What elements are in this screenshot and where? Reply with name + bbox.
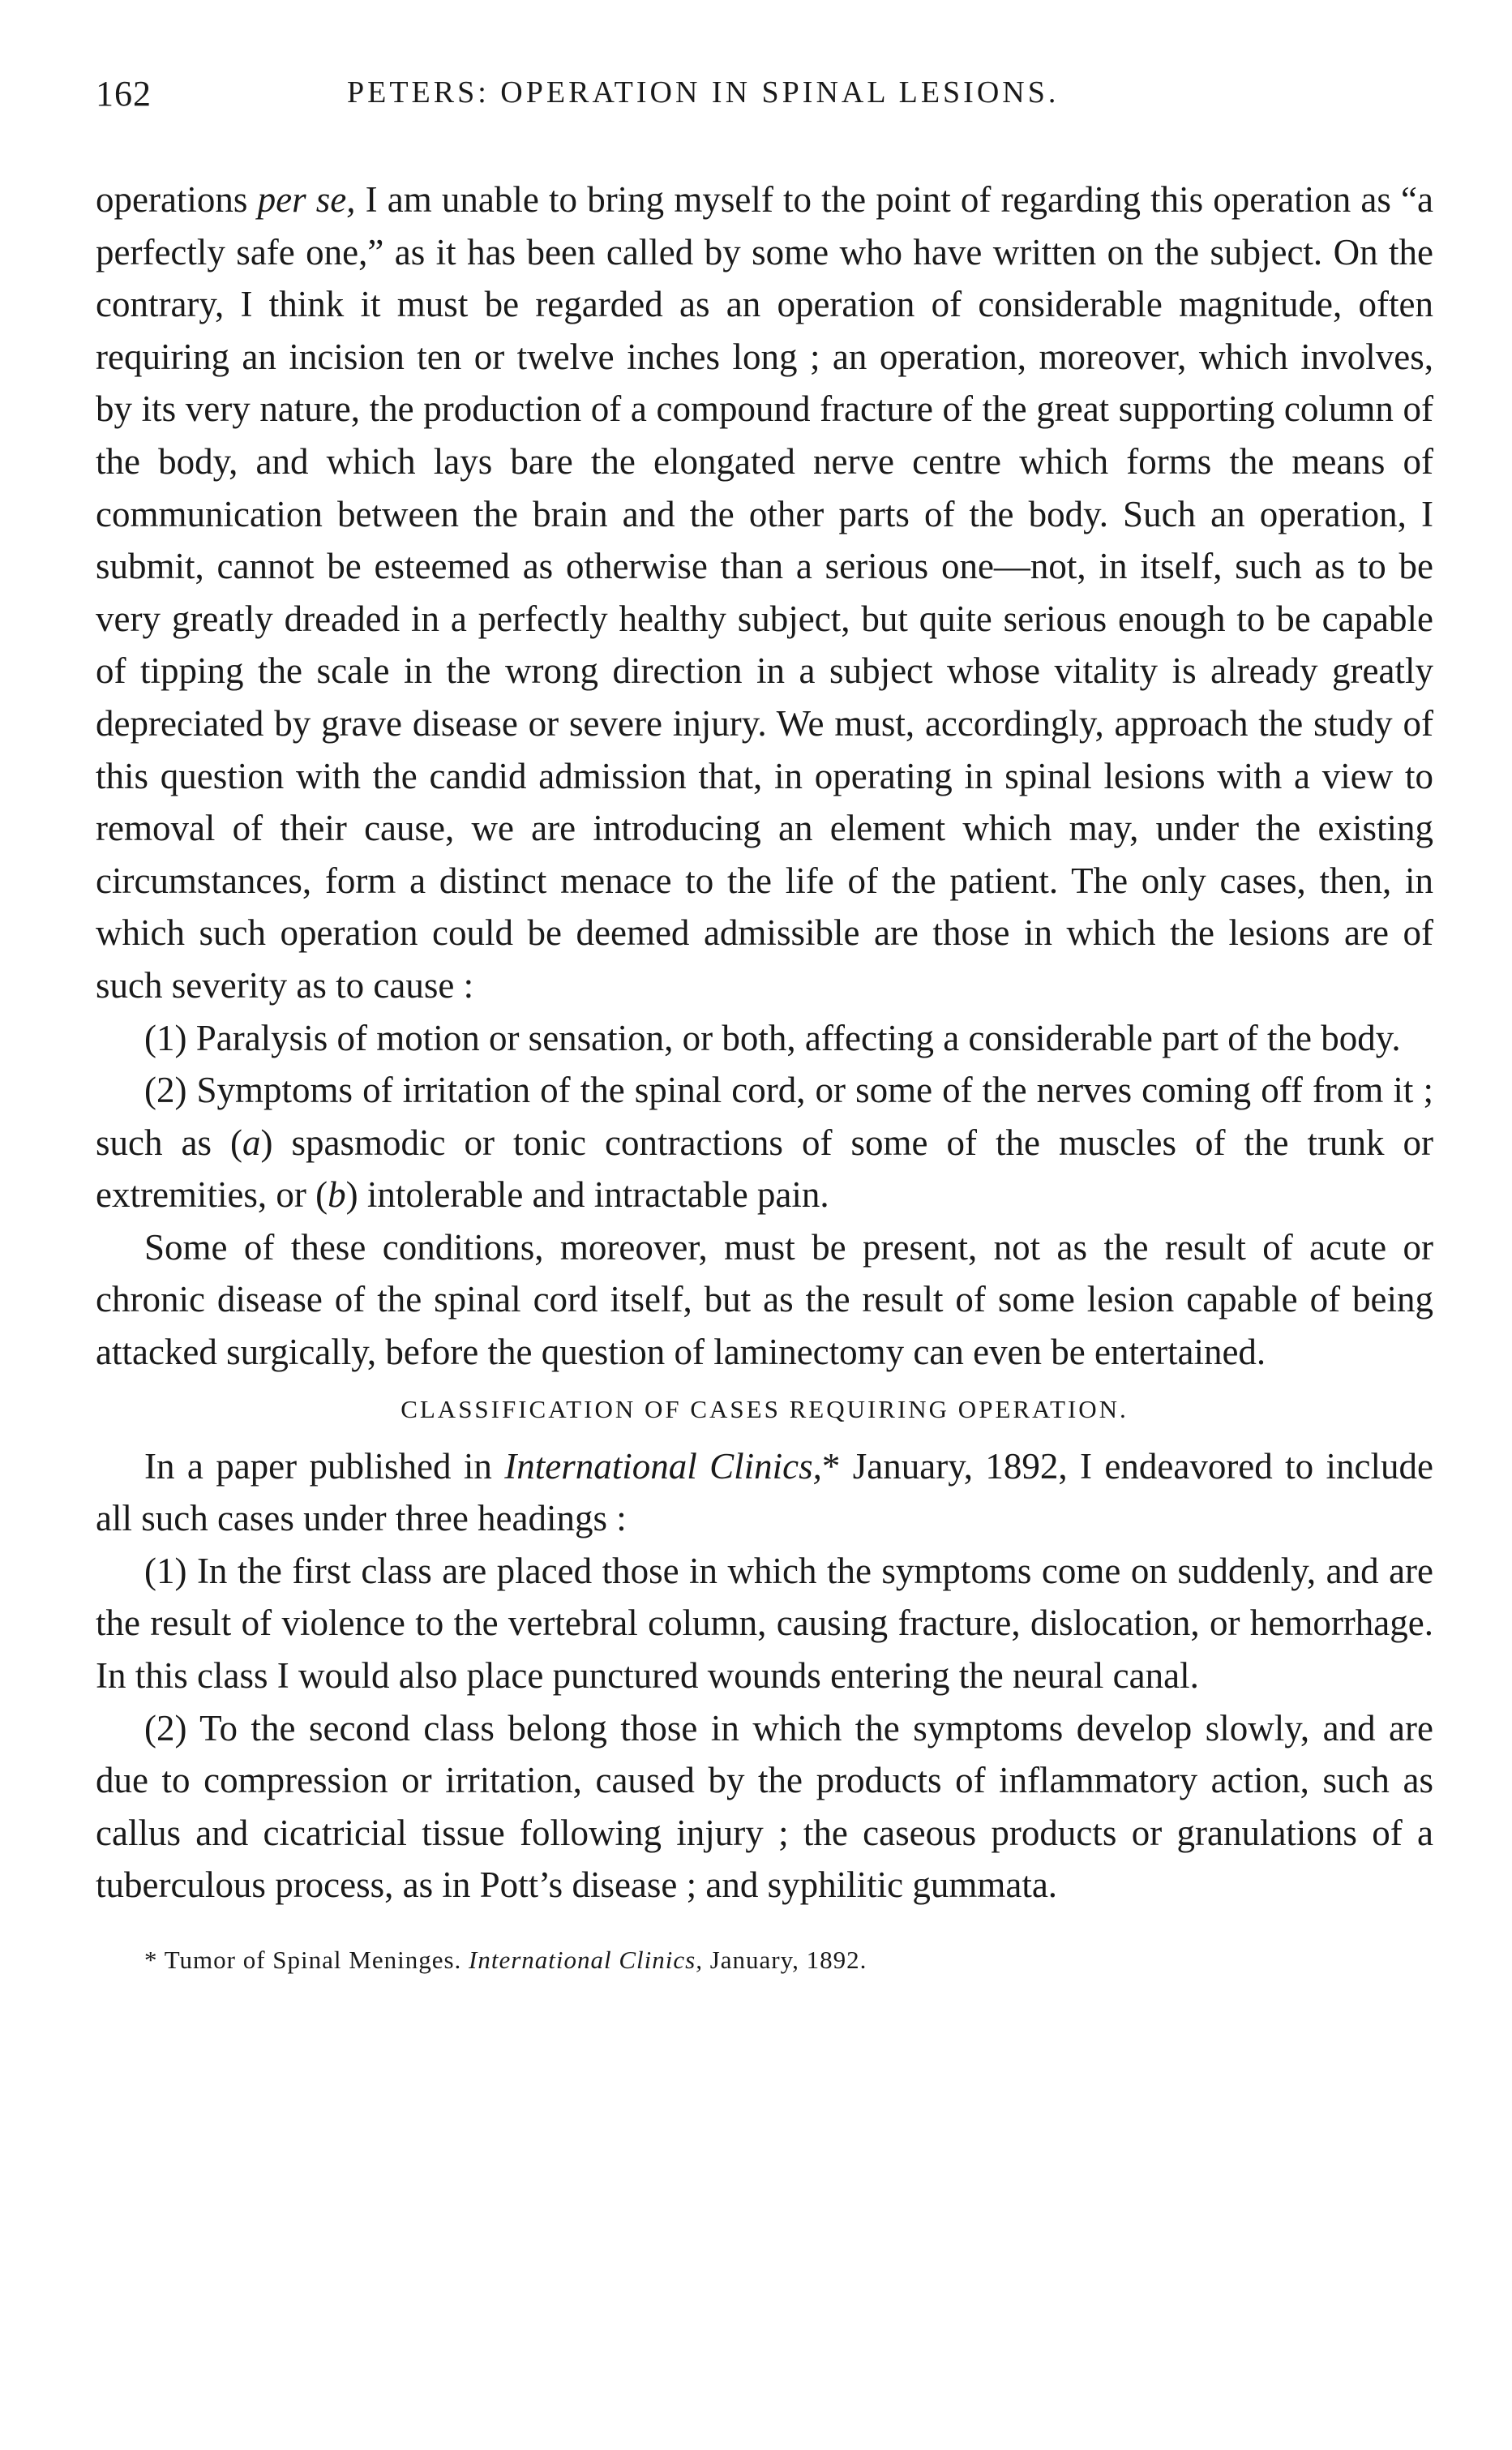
running-head <box>96 73 1433 125</box>
paragraph-classification <box>96 1440 1433 1545</box>
section-heading: CLASSIFICATION OF CASES REQUIRING OPERATION. <box>400 1394 1129 1423</box>
text-span: In a paper published in <box>144 1445 505 1487</box>
text-span: ) intolerable and intractable pain. <box>345 1174 829 1216</box>
page-number: 162 <box>96 74 152 114</box>
paragraph-conditions: Some of these conditions, moreover, must be present, not as the result of acute or chronic disease of the spinal cord itself, but as the result of some lesion capable of being attacked surgically, before the question of laminectomy can even be entertained. <box>96 1226 1433 1373</box>
italic-span: International Clinics, <box>504 1445 822 1487</box>
class-1: (1) In the first class are placed those in which the symptoms come on suddenly, and are the result of violence to the vertebral column, causing fracture, dislocation, or hemorrhage. In this class I would also place punctured wounds entering the neural canal. <box>96 1550 1433 1697</box>
text-span: (2) Symptoms of irritation of the spinal cord, or some of the nerves coming off from it ; such as ( <box>96 1070 1433 1163</box>
italic-span: International Clinics, <box>469 1946 703 1974</box>
body-text <box>96 174 1433 1912</box>
italic-span: b <box>328 1174 346 1216</box>
running-title: PETERS: OPERATION IN SPINAL LESIONS. <box>347 75 1060 109</box>
footnote <box>144 1944 1433 1976</box>
list-item-2 <box>96 1064 1433 1221</box>
text-span: January, 1892. <box>702 1946 867 1974</box>
italic-span: per se, <box>257 179 356 220</box>
page <box>96 73 1433 1976</box>
text-span: * January, 1892, I endeavored to include all such cases under three headings : <box>96 1445 1433 1539</box>
italic-span: a <box>242 1122 261 1163</box>
text-span: I am unable to bring myself to the point of regarding this operation as “a perfectly safe one,” as it has been called by some who have written on the subject. On the contrary, I think it must be regarded as an operation of considerable magnitude, often requiring an incision ten or twelve inches long ; an operation, moreover, which involves, by its very nature, the production of a compound fracture of the great supporting column of the body, and which lays bare the elongated nerve centre which forms the means of communication between the brain and the other parts of the body. Such an operation, I submit, cannot be esteemed as otherwise than a serious one—not, in itself, such as to be very greatly dreaded in a perfectly healthy subject, but quite serious enough to be capable of tipping the scale in the wrong direction in a subject whose vitality is already greatly depreciated by grave disease or severe injury. We must, accordingly, approach the study of this question with the candid admission that, in operating in spinal lesions with a view to removal of their cause, we are introducing an element which may, under the existing circumstances, form a distinct menace to the life of the patient. The only cases, then, in which such operation could be deemed admissible are those in which the lesions are of such severity as to cause : <box>96 179 1433 1006</box>
text-span: ) spasmodic or tonic contractions of some of the muscles of the trunk or extremities, or ( <box>96 1122 1433 1216</box>
text-span: * Tumor of Spinal Meninges. <box>144 1946 469 1974</box>
list-item-1: (1) Paralysis of motion or sensation, or both, affecting a considerable part of the body. <box>144 1017 1401 1058</box>
paragraph-1 <box>96 174 1433 1012</box>
class-2: (2) To the second class belong those in which the symptoms develop slowly, and are due to compression or irritation, caused by the products of inflammatory action, such as callus and cicatricial tissue following injury ; the caseous products or granulations of a tuberculous process, as in Pott’s disease ; and syphilitic gummata. <box>96 1707 1433 1906</box>
text-span: operations <box>96 179 258 220</box>
